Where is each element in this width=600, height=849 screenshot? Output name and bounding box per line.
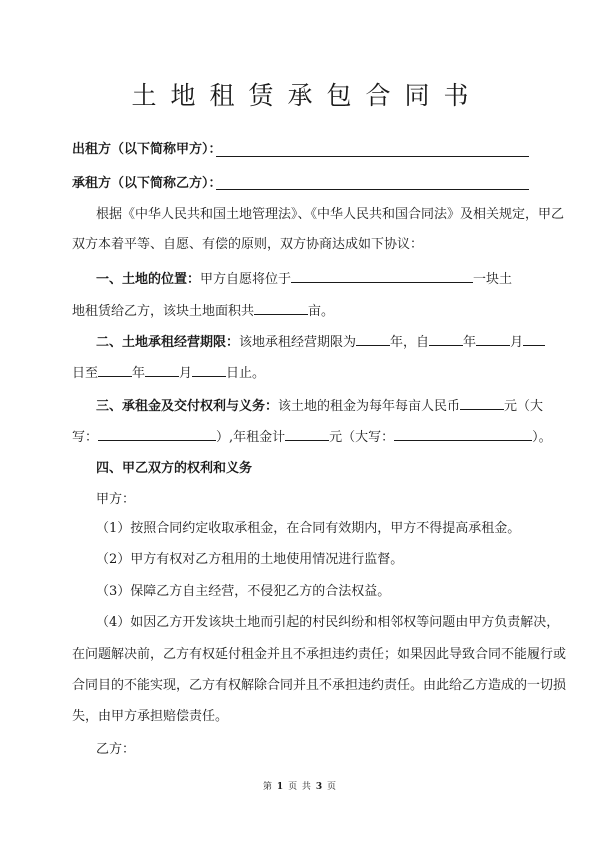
section-3-text-b: 元（大 [504, 399, 544, 414]
intro-line-2: 双方本着平等、自愿、有偿的原则，双方协商达成如下协议： [72, 237, 424, 252]
start-year-blank[interactable] [429, 333, 463, 346]
document-title: 土地租赁承包合同书 [131, 81, 483, 110]
section-1-text-a: 甲方自愿将位于 [200, 272, 292, 287]
party-a-label: 甲方： [96, 492, 136, 507]
lessor-label: 出租方（以下简称甲方）： [72, 142, 222, 157]
lessor-blank[interactable] [216, 156, 529, 157]
rent-per-mu-blank[interactable] [460, 397, 504, 410]
section-2-line-1 [96, 333, 545, 351]
party-b-label: 乙方： [96, 742, 136, 757]
section-1-line-1 [96, 270, 512, 288]
section-3-heading: 三、承租金及交付权利与义务： [96, 399, 279, 414]
start-month-blank[interactable] [476, 333, 510, 346]
section-2-text-c: 年 [463, 335, 477, 350]
party-a-item-4-line-4: 失，由甲方承担赔偿责任。 [72, 709, 229, 724]
section-1-line-2 [72, 302, 334, 320]
section-3-text-a: 该土地的租金为每年每亩人民币 [278, 399, 461, 414]
term-years-blank[interactable] [356, 333, 390, 346]
party-a-item-1: （1）按照合同约定收取承租金，在合同有效期内，甲方不得提高承租金。 [96, 521, 521, 536]
section-2-line2-a: 日至 [72, 366, 99, 381]
party-a-item-4-line-2: 在问题解决前，乙方有权延付租金并且不承担违约责任；如果因此导致合同不能履行或 [72, 647, 567, 662]
footer-prefix: 第 [263, 782, 274, 792]
section-2-text-a: 该地承租经营期限为 [239, 335, 357, 350]
section-1-line2-b: 亩。 [308, 304, 335, 319]
party-a-item-4-line-3: 合同目的不能实现，乙方有权解除合同并且不承担违约责任。由此给乙方造成的一切损 [72, 678, 567, 693]
footer-total-pages: 3 [315, 782, 324, 792]
party-a-item-4-line-1: （4）如因乙方开发该块土地而引起的村民纠纷和相邻权等问题由甲方负责解决， [96, 615, 560, 630]
area-blank[interactable] [254, 302, 308, 315]
party-a-item-2: （2）甲方有权对乙方租用的土地使用情况进行监督。 [96, 552, 404, 567]
footer-suffix: 页 [326, 782, 337, 792]
end-month-blank[interactable] [145, 364, 179, 377]
annual-rent-blank[interactable] [285, 428, 329, 441]
section-3-line2-a: 写： [72, 430, 99, 445]
section-3-line2-c: 元（大写： [329, 430, 395, 445]
lessee-label: 承租方（以下简称乙方）： [72, 176, 222, 191]
section-1-line2-a: 地租赁给乙方，该块土地面积共 [72, 304, 255, 319]
party-a-item-3: （3）保障乙方自主经营，不侵犯乙方的合法权益。 [96, 584, 391, 599]
footer-page-number: 1 [276, 782, 285, 792]
section-2-line-2 [72, 364, 265, 382]
section-3-line2-b: ）,年租金计 [216, 430, 286, 445]
start-day-blank[interactable] [523, 333, 545, 346]
page-footer [0, 779, 600, 792]
section-2-text-b: 年，自 [390, 335, 430, 350]
section-3-line-1 [96, 397, 543, 415]
end-year-blank[interactable] [98, 364, 132, 377]
section-2-line2-b: 年 [132, 366, 146, 381]
intro-line-1: 根据《中华人民共和国土地管理法》、《中华人民共和国合同法》及相关规定，甲乙 [96, 207, 565, 222]
location-blank[interactable] [291, 270, 473, 283]
section-2-heading: 二、土地承租经营期限： [96, 335, 240, 350]
section-3-line-2 [72, 428, 552, 446]
section-2-text-d: 月 [510, 335, 524, 350]
section-1-text-b: 一块土 [473, 272, 513, 287]
section-3-line2-d: ）。 [532, 430, 552, 445]
footer-mid: 页 共 [288, 782, 312, 792]
end-day-blank[interactable] [192, 364, 226, 377]
rent-words-blank[interactable] [98, 428, 216, 441]
section-1-heading: 一、土地的位置： [96, 272, 201, 287]
section-2-line2-c: 月 [179, 366, 193, 381]
section-4-heading: 四、甲乙双方的权利和义务 [96, 461, 253, 476]
lessee-blank[interactable] [216, 189, 529, 190]
section-2-line2-d: 日止。 [226, 366, 266, 381]
annual-rent-words-blank[interactable] [394, 428, 532, 441]
